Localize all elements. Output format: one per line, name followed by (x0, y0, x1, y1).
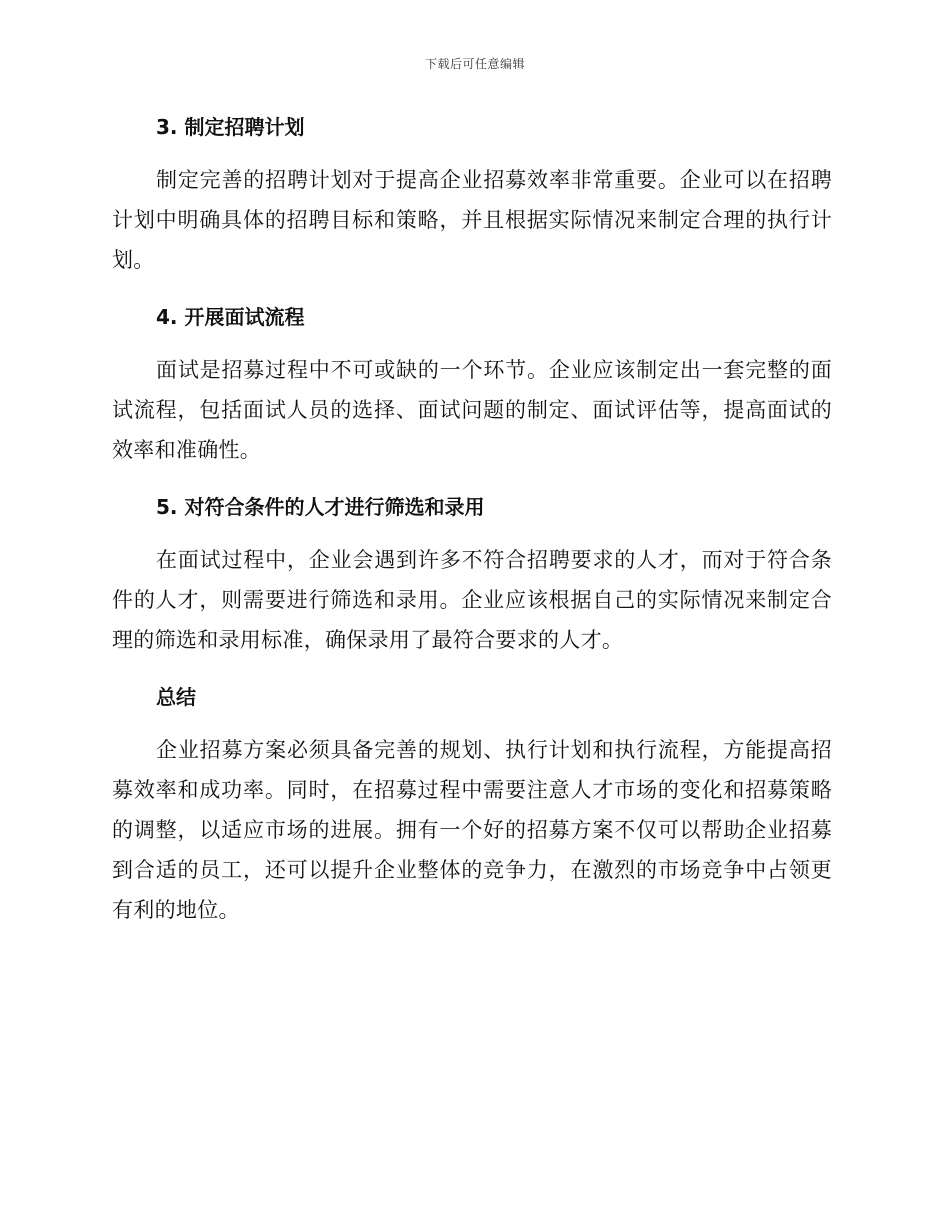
document-body (112, 110, 832, 950)
section-summary (112, 680, 832, 930)
section-paragraph: 企业招募方案必须具备完善的规划、执行计划和执行流程，方能提高招募效率和成功率。同时，在招募过程中需要注意人才市场的变化和招募策略的调整，以适应市场的进展。拥有一个好的招募方案不仅可以帮助企业招募到合适的员工，还可以提升企业整体的竞争力，在激烈的市场竞争中占领更有利的地位。 (112, 738, 832, 922)
header-note: 下载后可任意编辑 (424, 57, 525, 71)
section-paragraph: 在面试过程中，企业会遇到许多不符合招聘要求的人才，而对于符合条件的人才，则需要进行筛选和录用。企业应该根据自己的实际情况来制定合理的筛选和录用标准，确保录用了最符合要求的人才。 (112, 548, 832, 652)
section-heading: 5. 对符合条件的人才进行筛选和录用 (156, 495, 485, 519)
section-heading: 总结 (156, 685, 196, 709)
section-paragraph: 制定完善的招聘计划对于提高企业招募效率非常重要。企业可以在招聘计划中明确具体的招聘目标和策略，并且根据实际情况来制定合理的执行计划。 (112, 168, 832, 272)
section-heading: 4. 开展面试流程 (156, 305, 305, 329)
section-heading: 3. 制定招聘计划 (156, 115, 305, 139)
section-recruitment-plan (112, 110, 832, 280)
section-interview-process (112, 300, 832, 470)
section-screening-hiring (112, 490, 832, 660)
section-paragraph: 面试是招募过程中不可或缺的一个环节。企业应该制定出一套完整的面试流程，包括面试人员的选择、面试问题的制定、面试评估等，提高面试的效率和准确性。 (112, 358, 832, 462)
